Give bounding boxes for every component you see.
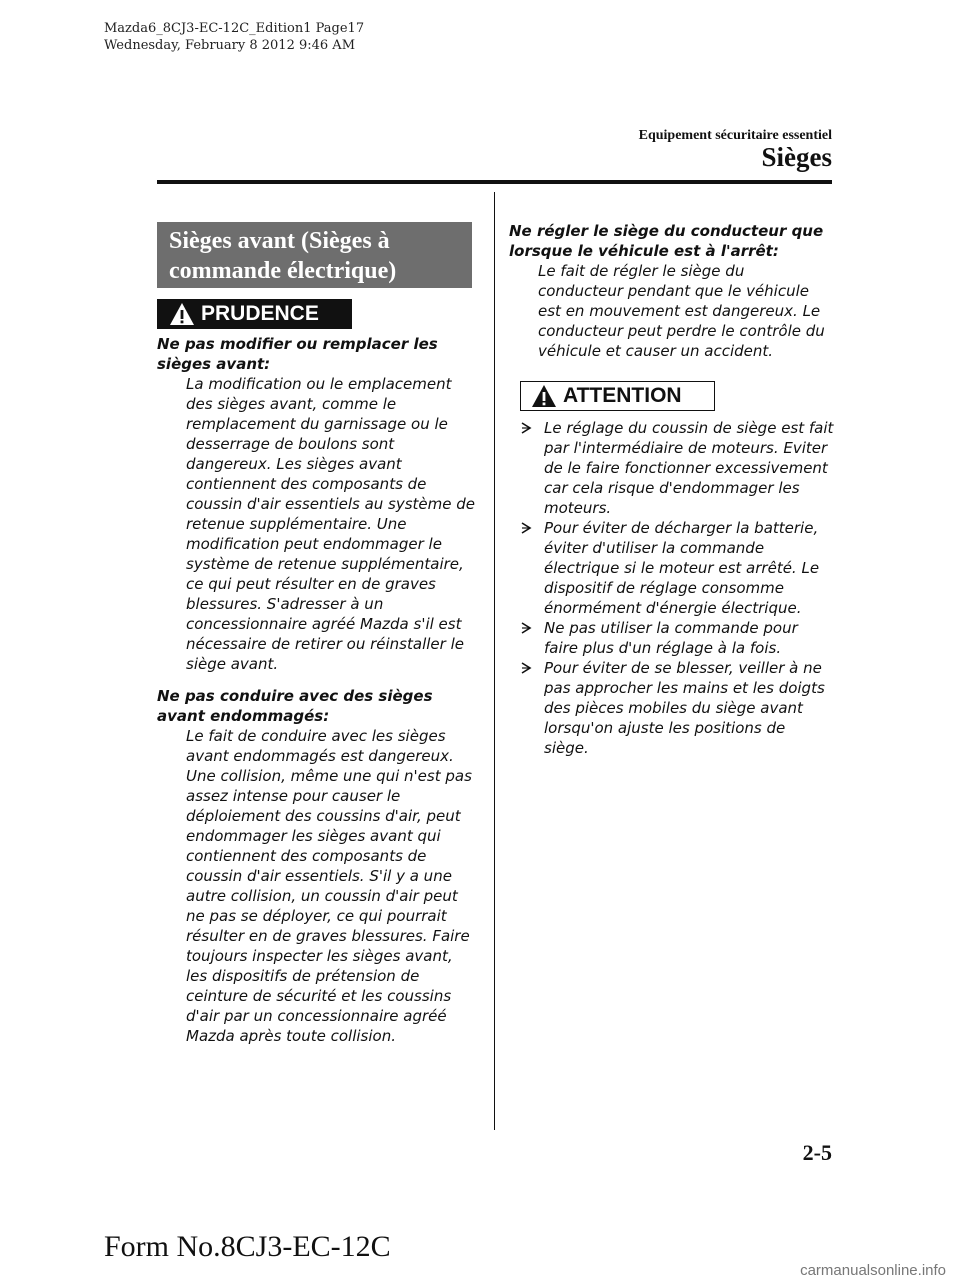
prudence-item-title: Ne pas conduire avec des sièges avant endommagés: — [157, 687, 433, 725]
prudence-banner — [157, 299, 352, 329]
arrow-bullet-icon — [520, 622, 532, 634]
page-heading-line1: Sièges avant (Sièges à — [169, 228, 390, 254]
attention-item-text: Le réglage du coussin de siège est fait par l'intermédiaire de moteurs. Eviter de le faire fonctionner excessivement car cela risque d'endommager les moteurs. — [544, 419, 834, 517]
attention-item-text: Pour éviter de se blesser, veiller à ne pas approcher les mains et les doigts des pièces mobiles du siège avant lorsqu'on ajuste les positions de siège. — [544, 659, 825, 757]
prudence-item-body: Le fait de conduire avec les sièges avant endommagés est dangereux. Une collision, même une qui n'est pas assez intense pour causer le déploiement des coussins d'air, peut endommager les sièges avant qui contiennent des composants de coussin d'air essentiels. S'il y a une autre collision, un coussin d'air peut ne pas se déployer, ce qui pourrait résulter en de graves blessures. Faire toujours inspecter les sièges avant, les dispositifs de prétension de ceinture de sécurité et les coussins d'air par un concessionnaire agréé Mazda après toute collision. — [186, 727, 472, 1045]
page-heading-line2: commande électrique) — [169, 258, 397, 284]
prudence-label: PRUDENCE — [201, 302, 319, 325]
print-metadata-line1: Mazda6_8CJ3-EC-12C_Edition1 Page17 — [104, 21, 365, 36]
prudence-item — [509, 221, 834, 361]
attention-banner — [520, 381, 715, 411]
header-rule — [157, 180, 832, 184]
prudence-item — [157, 334, 475, 674]
attention-item — [520, 418, 834, 518]
attention-item — [520, 518, 834, 618]
page-heading — [157, 222, 472, 288]
warning-triangle-icon — [169, 302, 195, 326]
page-number: 2-5 — [802, 1140, 832, 1165]
watermark: carmanualsonline.info — [800, 1262, 946, 1279]
section-label: Equipement sécuritaire essentiel — [638, 128, 832, 143]
prudence-left-column — [157, 334, 475, 1058]
attention-list — [520, 418, 834, 758]
prudence-item — [157, 686, 475, 1046]
column-divider — [494, 192, 495, 1130]
attention-item — [520, 658, 834, 758]
attention-item — [520, 618, 834, 658]
print-metadata — [104, 20, 364, 54]
attention-label: ATTENTION — [563, 384, 682, 407]
arrow-bullet-icon — [520, 522, 532, 534]
section-title: Sièges — [761, 142, 832, 172]
form-number: Form No.8CJ3-EC-12C — [104, 1230, 391, 1263]
arrow-bullet-icon — [520, 662, 532, 674]
arrow-bullet-icon — [520, 422, 532, 434]
prudence-item-body: Le fait de régler le siège du conducteur pendant que le véhicule est en mouvement est dangereux. Le conducteur peut perdre le contrôle du véhicule et causer un accident. — [538, 262, 825, 360]
print-metadata-line2: Wednesday, February 8 2012 9:46 AM — [104, 38, 356, 53]
attention-item-text: Pour éviter de décharger la batterie, éviter d'utiliser la commande électrique si le moteur est arrêté. Le dispositif de réglage consomme énormément d'énergie électrique. — [544, 519, 820, 617]
prudence-right-column — [509, 221, 834, 373]
prudence-item-body: La modification ou le emplacement des sièges avant, comme le remplacement du garnissage ou le desserrage de boulons sont dangereux. Les sièges avant contiennent des composants de coussin d'air essentiels au système de retenue supplémentaire. Une modification peut endommager le système de retenue supplémentaire, ce qui peut résulter en de graves blessures. S'adresser à un concessionnaire agréé Mazda s'il est nécessaire de retirer ou réinstaller le siège avant. — [186, 375, 476, 673]
prudence-item-title: Ne régler le siège du conducteur que lorsque le véhicule est à l'arrêt: — [509, 222, 824, 260]
attention-item-text: Ne pas utiliser la commande pour faire plus d'un réglage à la fois. — [544, 619, 798, 657]
prudence-item-title: Ne pas modifier ou remplacer les sièges avant: — [157, 335, 438, 373]
warning-triangle-icon — [531, 384, 557, 408]
